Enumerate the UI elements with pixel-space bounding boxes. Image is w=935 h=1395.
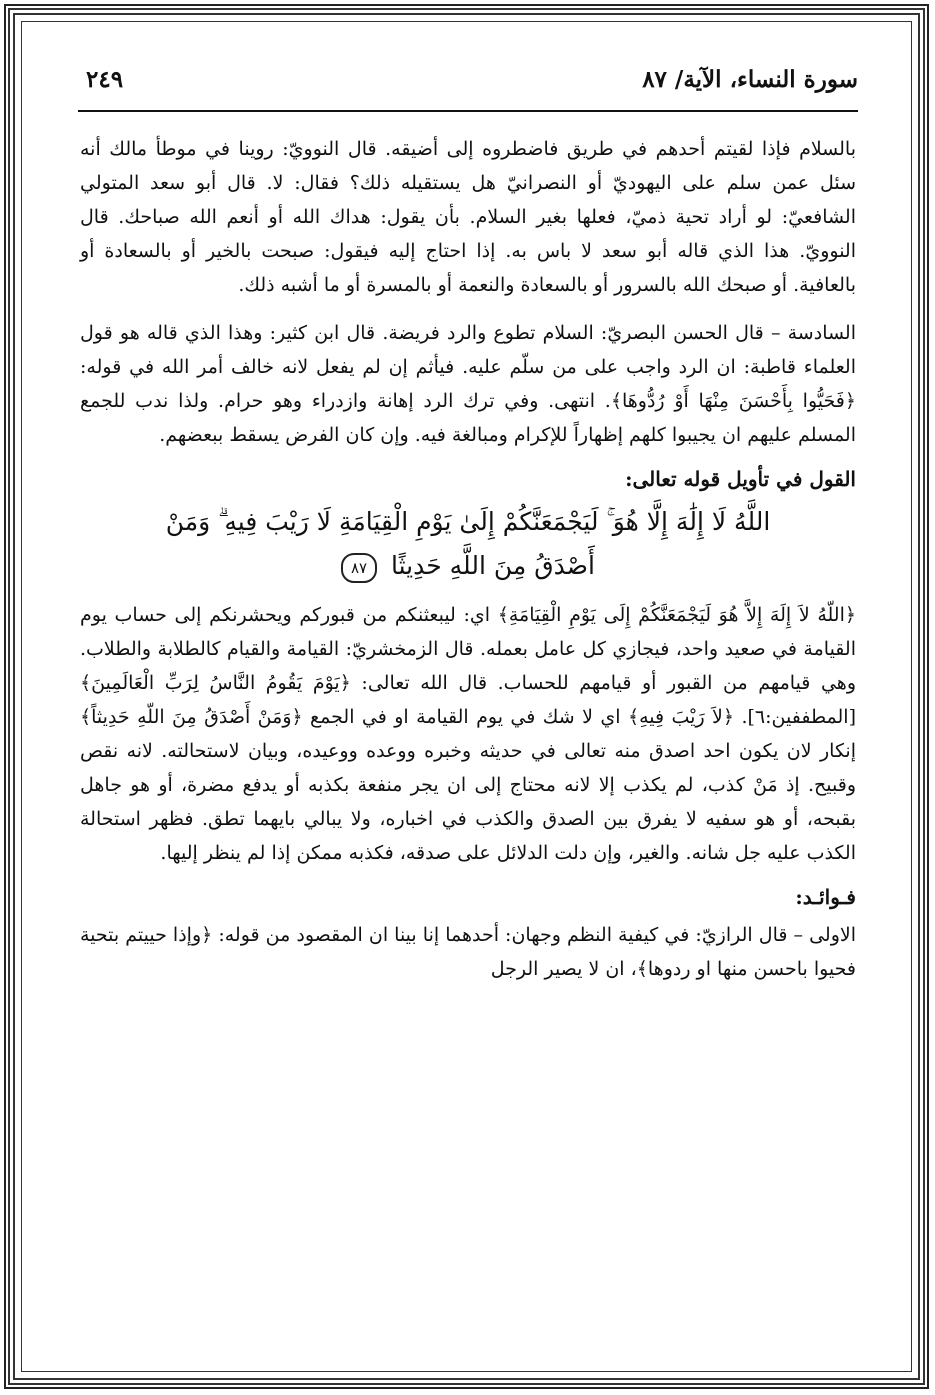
- page-header: [78, 66, 858, 106]
- page-number: ٢٤٩: [86, 66, 124, 93]
- tafsir-paragraph: ﴿اللّهُ لاَ إِلَهَ إِلاَّ هُوَ لَيَجْمَعَنَّكُمْ إِلَى يَوْمِ الْقِيَامَةِ﴾ اي: ليبعثنكم من قبوركم ويحشرنكم إلى حساب يوم القيامة في صعيد واحد، فيجازي كل عامل بعمله. قال الزمخشريّ: القيامة والقيام كالطلابة والطلاب. وهي قيامهم من القبور أو قيامهم للحساب. قال الله تعالى: ﴿يَوْمَ يَقُومُ النَّاسُ لِرَبِّ الْعَالَمِينَ﴾ [المطففين:٦]. ﴿لاَ رَيْبَ فِيهِ﴾ اي لا شك في يوم القيامة او في الجمع ﴿وَمَنْ أَصْدَقُ مِنَ اللّهِ حَدِيثاً﴾ إنكار لان يكون احد اصدق منه تعالى في حديثه وخبره ووعده ووعيده، وبيان لاستحالته. لانه نقص وقبيح. إذ مَنْ كذب، لم يكذب إلا لانه محتاج إلى ان يجر منفعة بكذبه أو يدفع مضرة، أو هو جاهل بقبحه، أو هو سفيه لا يفرق بين الصدق والكذب في اخباره، ولا يبالي بايهما تطق. فظهر استحالة الكذب عليه جل شانه. والغير، وإن دلت الدلائل على صدقه، فكذبه ممكن إذا لم ينظر إليها.: [80, 604, 856, 864]
- verse-line: اللَّهُ لَا إِلَٰهَ إِلَّا هُوَ ۚ لَيَجْمَعَنَّكُمْ إِلَىٰ يَوْمِ الْقِيَامَةِ لَا رَيْبَ فِيهِ ۗ وَمَنْ: [165, 507, 771, 536]
- verse-line: [80, 544, 856, 588]
- fawaid-heading: فـوائـد:: [795, 885, 856, 909]
- page-body: [80, 132, 856, 986]
- fawaid-paragraph: الاولى – قال الرازيّ: في كيفية النظم وجهان: أحدهما إنا بينا ان المقصود من قوله: ﴿وإذا حييتم بتحية فحيوا باحسن منها او ردوها﴾، ان لا يصير الرجل: [80, 924, 856, 980]
- section-heading: القول في تأويل قوله تعالى:: [625, 467, 856, 491]
- header-rule: [78, 110, 858, 112]
- verse-text: أَصْدَقُ مِنَ اللَّهِ حَدِيثًا: [391, 551, 595, 580]
- quran-verse: [80, 500, 856, 588]
- paragraph: السادسة – قال الحسن البصريّ: السلام تطوع والرد فريضة. قال ابن كثير: وهذا الذي قاله هو قول العلماء قاطبة: ان الرد واجب على من سلّم عليه. فيأثم إن لم يفعل لانه خالف أمر الله في قوله: ﴿فَحَيُّوا بِأَحْسَنَ مِنْهَا أَوْ رُدُّوهَا﴾. انتهى. وفي ترك الرد إهانة وازدراء وهو حرام. ولذا ندب للجمع المسلم عليهم ان يجيبوا كلهم إظهاراً للإكرام ومبالغة فيه. وإن كان الفرض يسقط ببعضهم.: [80, 322, 856, 446]
- ayah-number-marker: ٨٧: [341, 553, 377, 583]
- paragraph: بالسلام فإذا لقيتم أحدهم في طريق فاضطروه إلى أضيقه. قال النوويّ: روينا في موطأ مالك أنه سئل عمن سلم على اليهوديّ أو النصرانيّ هل يستقيله ذلك؟ فقال: لا. قال أبو سعد المتولي الشافعيّ: لو أراد تحية ذميّ، فعلها بغير السلام. بأن يقول: هداك الله أو أنعم الله صباحك. قال النوويّ. هذا الذي قاله أبو سعد لا باس به. إذا احتاج إليه فيقول: صبحت بالخير أو بالسعادة أو بالعافية. أو صبحك الله بالسرور أو بالسعادة والنعمة أو بالمسرة أو ما أشبه ذلك.: [80, 138, 856, 296]
- running-title: سورة النساء، الآية/ ٨٧: [642, 66, 858, 93]
